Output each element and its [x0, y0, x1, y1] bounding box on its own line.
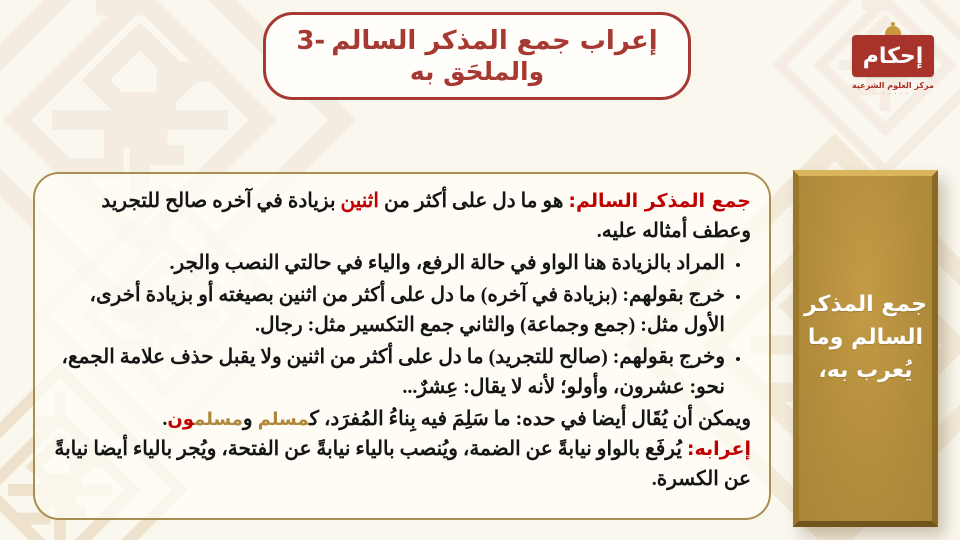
logo-wordmark: إحكام: [852, 35, 934, 77]
content-box: [33, 172, 771, 520]
title-line-2: والملحَق به: [409, 57, 545, 87]
irab-lead: إعرابه:: [686, 438, 751, 460]
side-banner: [793, 170, 938, 527]
definition-text-1: هو ما دل على أكثر من: [378, 190, 569, 212]
hadd-paragraph: [51, 404, 751, 434]
definition-lead: جمع المذكر السالم:: [568, 190, 751, 212]
side-banner-line-1: جمع المذكر: [803, 292, 928, 317]
definition-paragraph: [51, 186, 751, 246]
gold-word-muslim-1: ‍مسلم: [257, 409, 310, 430]
title-box: [263, 12, 691, 100]
title-text: إعراب جمع المذكر السالم: [331, 25, 658, 56]
title-number: 3-: [296, 25, 326, 56]
gold-word-muslim-2: مسلم‍: [194, 409, 243, 430]
logo-subtext: · · · · · ·: [877, 91, 909, 98]
red-word-ithnayn: اثنين: [340, 190, 379, 212]
hadd-text-2: و: [242, 408, 258, 430]
ihkam-logo: [852, 22, 934, 98]
side-banner-line-3: يُعرب به،: [818, 358, 913, 383]
irab-paragraph: [51, 434, 751, 494]
bullet-item-1: • المراد بالزيادة هنا الواو في حالة الرفع، والياء في حالتي النصب والجر.: [51, 248, 725, 278]
logo-tagline: مركز العلوم الشرعية: [852, 81, 934, 90]
definition-text-2: بزيادة في آخره صالح للتجريد وعطف أمثاله عليه.: [101, 190, 751, 242]
irab-text: يُرفَع بالواو نيابةً عن الضمة، ويُنصب بالياء نيابةً عن الفتحة، ويُجر بالياء أيضا نيابةً عن الكسرة.: [54, 438, 751, 490]
title-line-1: [296, 25, 657, 58]
bullet-list: [51, 248, 751, 402]
red-suffix-oon: ‍ون: [167, 409, 195, 430]
side-banner-text: [799, 288, 932, 387]
side-banner-line-2: السالم وما: [807, 325, 924, 350]
bullet-item-3: • وخرج بقولهم: (صالح للتجريد) ما دل على أكثر من اثنين ولا يقبل حذف علامة الجمع، نحو: عشرون، وأولو؛ لأنه لا يقال: عِشرٌ...: [51, 342, 725, 402]
hadd-text-3: .: [162, 408, 168, 430]
bullet-item-2: • خرج بقولهم: (بزيادة في آخره) ما دل على أكثر من اثنين بصيغته أو بزيادة أخرى، الأول مثل: (جمع وجماعة) والثاني جمع التكسير مثل: رجال.: [51, 280, 725, 340]
hadd-text-1: ويمكن أن يُقَال أيضا في حده: ما سَلِمَ فيه بِناءُ المُفرَد، ك‍: [309, 408, 751, 430]
mosque-dome-icon: [885, 26, 901, 35]
